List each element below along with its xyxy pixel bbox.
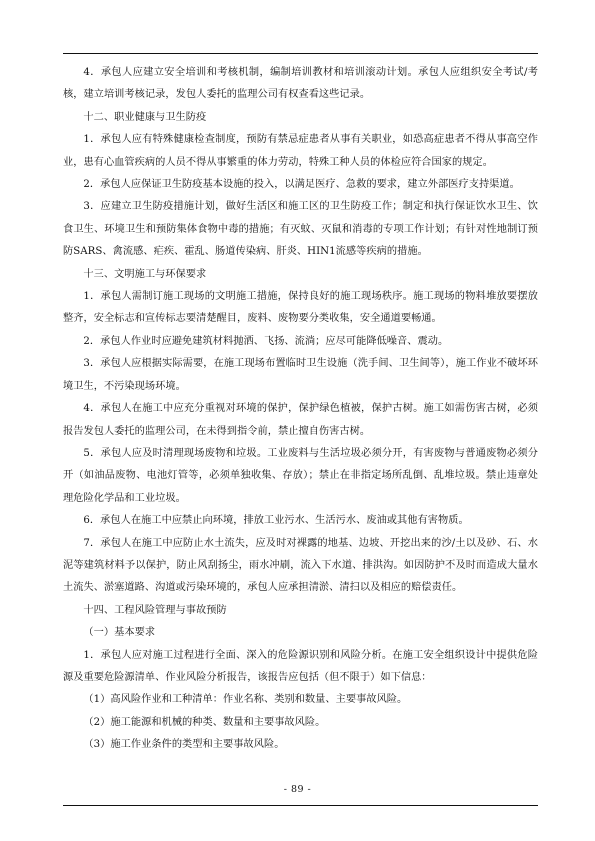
page-body — [63, 62, 538, 757]
section-heading: 十二、职业健康与卫生防疫 — [83, 111, 207, 123]
list-item: （2）施工能源和机械的种类、数量和主要事故风险。 — [83, 716, 326, 728]
paragraph: 5．承包人应及时清理现场废物和垃圾。工业废料与生活垃圾必须分开，有害废物与普通废物必须分开（如油品废物、电池灯管等，必须单独收集、存放）；禁止在非指定场所乱倒、乱堆垃圾。禁止违章处理危险化学品和工业垃圾。 — [63, 447, 538, 504]
page-number: - 89 - — [283, 784, 312, 795]
section-heading: 十三、文明施工与环保要求 — [83, 268, 207, 280]
paragraph: 2．承包人作业时应避免建筑材料抛洒、飞扬、流淌；应尽可能降低噪音、震动。 — [83, 335, 449, 347]
list-item: （3）施工作业条件的类型和主要事故风险。 — [83, 739, 285, 751]
subsection-heading: （一）基本要求 — [83, 627, 156, 639]
section-heading: 十四、工程风险管理与事故预防 — [83, 604, 227, 616]
paragraph: 1．承包人需制订施工现场的文明施工措施，保持良好的施工现场秩序。施工现场的物料堆放要摆放整齐，安全标志和宣传标志要清楚醒目，废料、废物要分类收集，安全通道要畅通。 — [63, 291, 538, 325]
paragraph: 4．承包人应建立安全培训和考核机制，编制培训教材和培训滚动计划。承包人应组织安全考试/考核，建立培训考核记录，发包人委托的监理公司有权查看这些记录。 — [63, 67, 538, 101]
paragraph: 4．承包人在施工中应充分重视对环境的保护，保护绿色植被，保护古树。施工如需伤害古树，必须报告发包人委托的监理公司，在未得到指令前，禁止擅自伤害古树。 — [63, 403, 538, 437]
paragraph: 1．承包人应对施工过程进行全面、深入的危险源识别和风险分析。在施工安全组织设计中提供危险源及重要危险源清单、作业风险分析报告，该报告应包括（但不限于）如下信息： — [63, 649, 538, 683]
paragraph: 7．承包人在施工中应防止水土流失，应及时对裸露的地基、边坡、开挖出来的沙/土以及砂、石、水泥等建筑材料予以保护，防止风刮扬尘，雨水冲刷，流入下水道、排洪沟。如因防护不及时而造成大量水土流失、淤塞道路、沟道或污染环境的，承包人应承担清淤、清扫以及相应的赔偿责任。 — [63, 537, 538, 594]
header-rule — [63, 53, 538, 54]
paragraph: 3．应建立卫生防疫措施计划，做好生活区和施工区的卫生防疫工作；制定和执行保证饮水卫生、饮食卫生、环境卫生和预防集体食物中毒的措施；有灭蚊、灭鼠和消毒的专项工作计划；有针对性地制订预防SARS、禽流感、疟疾、霍乱、肠道传染病、肝炎、HIN1流感等疾病的措施。 — [63, 201, 538, 258]
paragraph: 1．承包人应有特殊健康检查制度，预防有禁忌症患者从事有关职业，如恐高症患者不得从事高空作业，患有心血管疾病的人员不得从事繁重的体力劳动，特殊工种人员的体检应符合国家的规定。 — [63, 134, 538, 168]
paragraph: 3．承包人应根据实际需要，在施工现场布置临时卫生设施（洗手间、卫生间等），施工作业不破坏环境卫生，不污染现场环境。 — [63, 358, 538, 392]
list-item: （1）高风险作业和工种清单：作业名称、类别和数量、主要事故风险。 — [83, 694, 408, 706]
paragraph: 2．承包人应保证卫生防疫基本设施的投入，以满足医疗、急救的要求，建立外部医疗支持渠道。 — [83, 179, 520, 191]
footer-rule — [63, 805, 538, 806]
paragraph: 6．承包人在施工中应禁止向环境，排放工业污水、生活污水、废油或其他有害物质。 — [83, 515, 469, 527]
